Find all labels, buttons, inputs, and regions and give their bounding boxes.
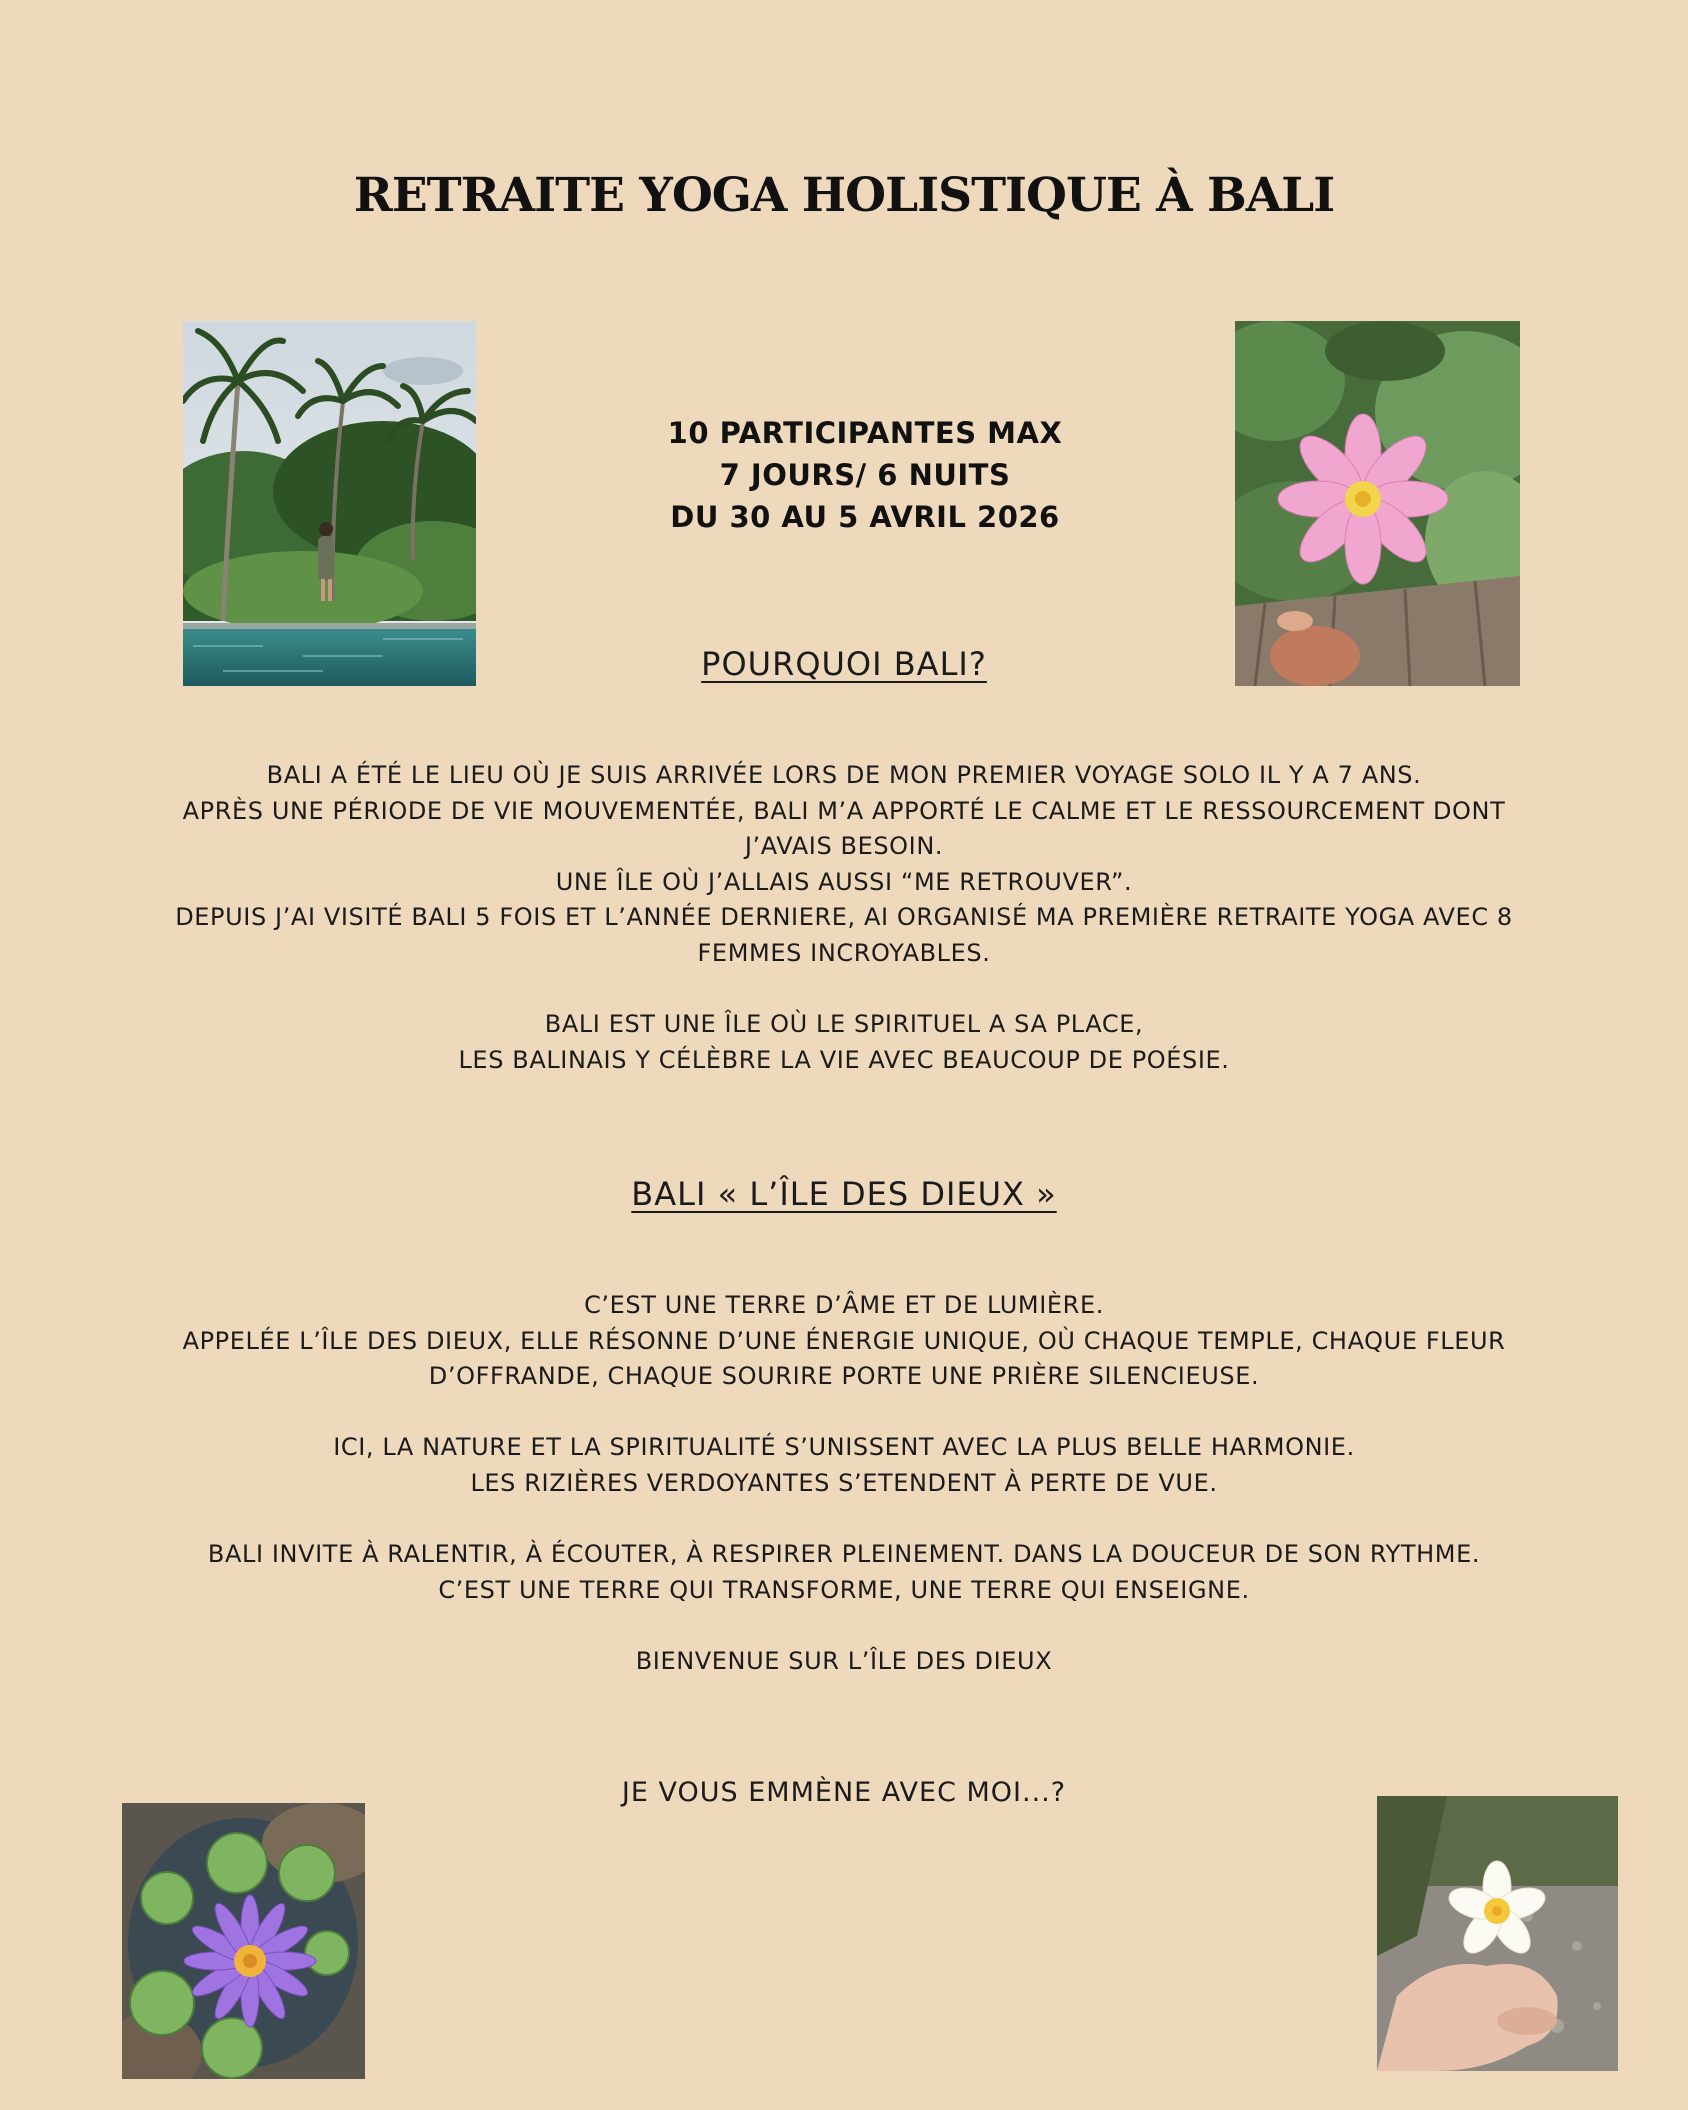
section-heading-why-bali: POURQUOI BALI? [701,645,987,683]
purple-waterlily-photo [122,1803,365,2079]
paragraph-line: BALI EST UNE ÎLE OÙ LE SPIRITUEL A SA PLACE, [544,1010,1144,1039]
paragraph-line: BALI A ÉTÉ LE LIEU OÙ JE SUIS ARRIVÉE LORS DE MON PREMIER VOYAGE SOLO IL Y A 7 ANS. [266,761,1422,789]
palm-pool-photo [183,321,476,686]
paragraph-line: ICI, LA NATURE ET LA SPIRITUALITÉ S’UNISSENT AVEC LA PLUS BELLE HARMONIE. [333,1433,1355,1462]
closing-question: JE VOUS EMMÈNE AVEC MOI...? [621,1777,1067,1808]
section-body-why-bali [150,758,1538,1078]
paragraph-line: C’EST UNE TERRE D’ÂME ET DE LUMIÈRE. [584,1291,1104,1319]
dates-text: DU 30 AU 5 AVRIL 2026 [670,500,1060,534]
duration-text: 7 JOURS/ 6 NUITS [719,458,1011,492]
paragraph-line: LES RIZIÈRES VERDOYANTES S’ETENDENT À PERTE DE VUE. [470,1468,1218,1497]
pink-lotus-photo [1235,321,1520,686]
section-body-island-of-gods [150,1288,1538,1680]
paragraph-line: UNE ÎLE OÙ J’ALLAIS AUSSI “ME RETROUVER”. [555,867,1133,896]
section-heading-island-of-gods: BALI « L’ÎLE DES DIEUX » [631,1175,1057,1213]
page-title: RETRAITE YOGA HOLISTIQUE À BALI [353,168,1335,223]
paragraph-line: BIENVENUE SUR L’ÎLE DES DIEUX [635,1646,1053,1675]
retreat-details [520,412,1210,538]
paragraph-line: APRÈS UNE PÉRIODE DE VIE MOUVEMENTÉE, BALI M’A APPORTÉ LE CALME ET LE RESSOURCEMENT DONT J’AVAIS BESOIN. [182,796,1506,861]
paragraph-line: C’EST UNE TERRE QUI TRANSFORME, UNE TERRE QUI ENSEIGNE. [438,1575,1250,1604]
paragraph-line: DEPUIS J’AI VISITÉ BALI 5 FOIS ET L’ANNÉE DERNIERE, AI ORGANISÉ MA PREMIÈRE RETRAITE YOGA AVEC 8 FEMMES INCROYABLES. [175,903,1513,967]
paragraph-line: BALI INVITE À RALENTIR, À ÉCOUTER, À RESPIRER PLEINEMENT. DANS LA DOUCEUR DE SON RYTHME. [207,1540,1481,1569]
paragraph-line: APPELÉE L’ÎLE DES DIEUX, ELLE RÉSONNE D’UNE ÉNERGIE UNIQUE, OÙ CHAQUE TEMPLE, CHAQUE FLEUR D’OFFRANDE, CHAQUE SOURIRE PORTE UNE PRIÈRE SILENCIEUSE. [182,1326,1506,1391]
paragraph-line: LES BALINAIS Y CÉLÈBRE LA VIE AVEC BEAUCOUP DE POÉSIE. [458,1045,1230,1074]
frangipani-hand-photo [1377,1796,1618,2071]
participants-text: 10 PARTICIPANTES MAX [667,416,1063,450]
